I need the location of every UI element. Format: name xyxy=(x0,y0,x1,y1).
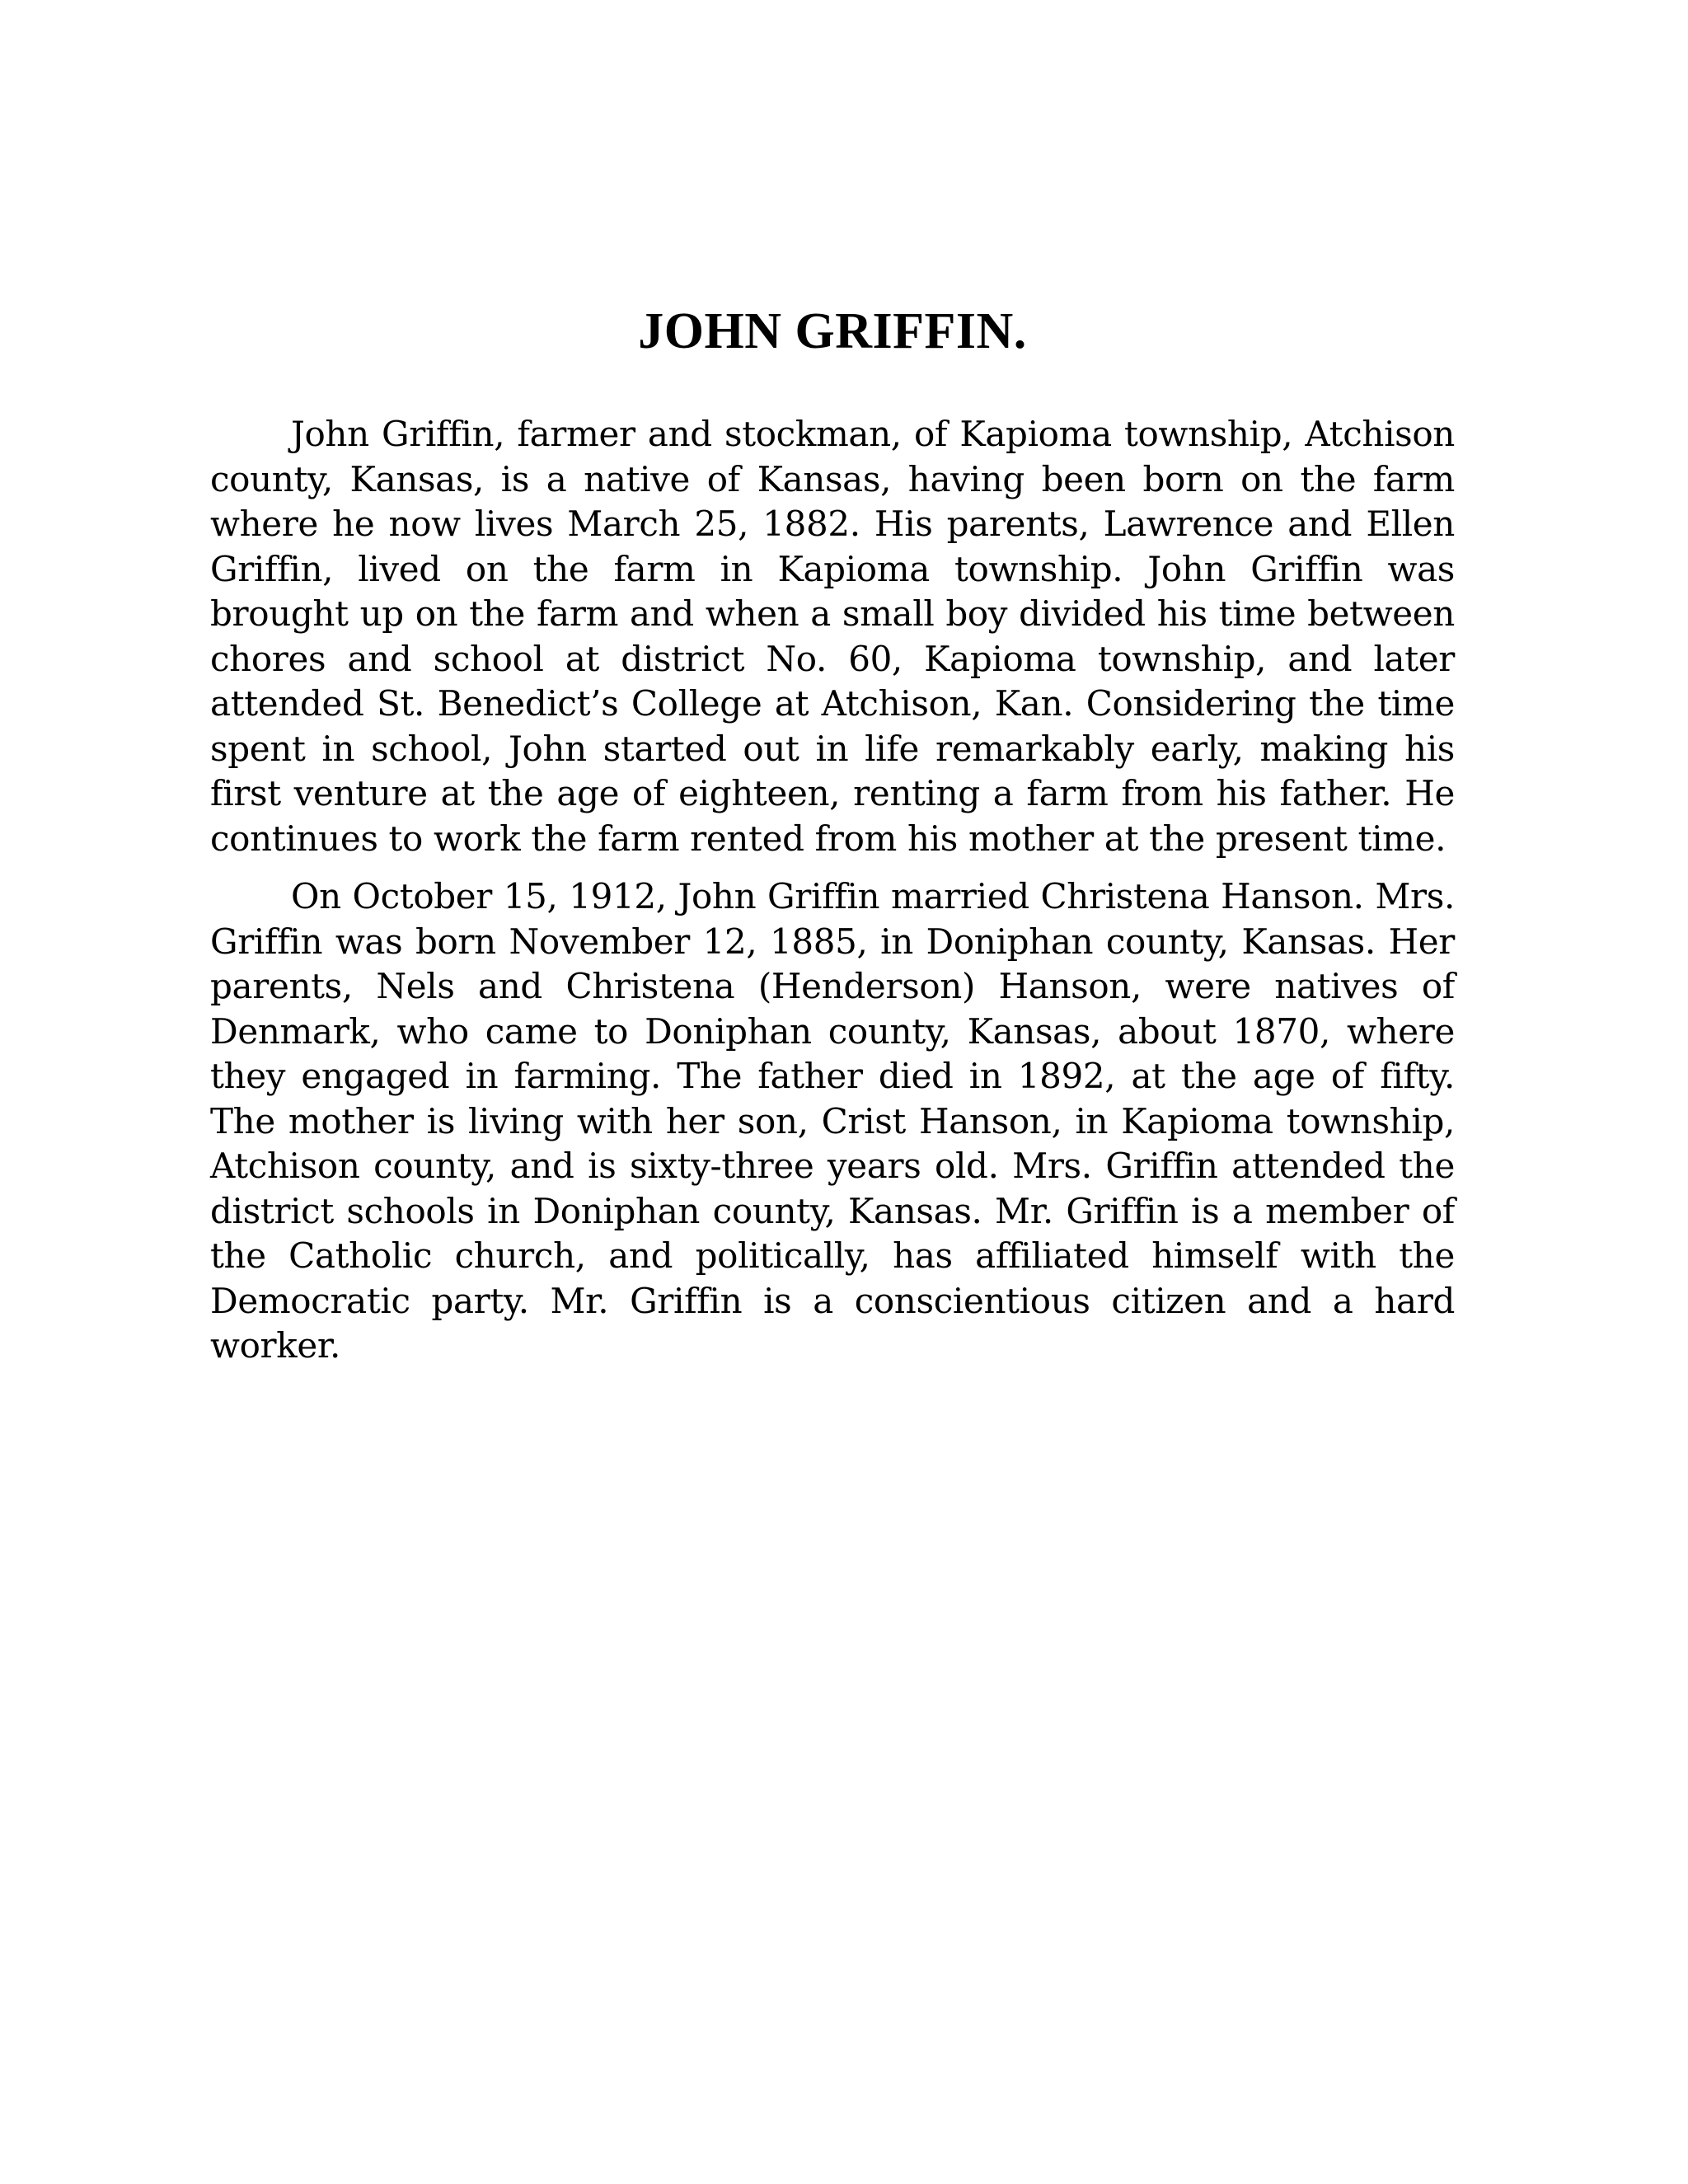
page-title: JOHN GRIFFIN. xyxy=(638,303,1027,359)
paragraph-2: On October 15, 1912, John Griffin married Christena Hanson. Mrs. Griffin was born November 12, 1885, in Doniphan county, Kansas. Her parents, Nels and Christena (Henderson) Hanson, were natives of Denmark, who came to Doniphan county, Kansas, about 1870, where they engaged in farming. The father died in 1892, at the age of fifty. The mother is living with her son, Crist Hanson, in Kapioma township, Atchison county, and is sixty-three years old. Mrs. Griffin attended the district schools in Doniphan county, Kansas. Mr. Griffin is a member of the Catholic church, and politically, has affiliated himself with the Democratic party. Mr. Griffin is a conscientious citizen and a hard worker. xyxy=(210,876,1455,1366)
document-page xyxy=(210,297,1455,1382)
paragraph-1: John Griffin, farmer and stockman, of Kapioma township, Atchison county, Kansas, is a native of Kansas, having been born on the farm where he now lives March 25, 1882. His parents, Lawrence and Ellen Griffin, lived on the farm in Kapioma township. John Griffin was brought up on the farm and when a small boy divided his time between chores and school at district No. 60, Kapioma township, and later attended St. Benedict’s College at Atchison, Kan. Considering the time spent in school, John started out in life remarkably early, making his first venture at the age of eighteen, renting a farm from his father. He continues to work the farm rented from his mother at the present time. xyxy=(210,414,1455,859)
